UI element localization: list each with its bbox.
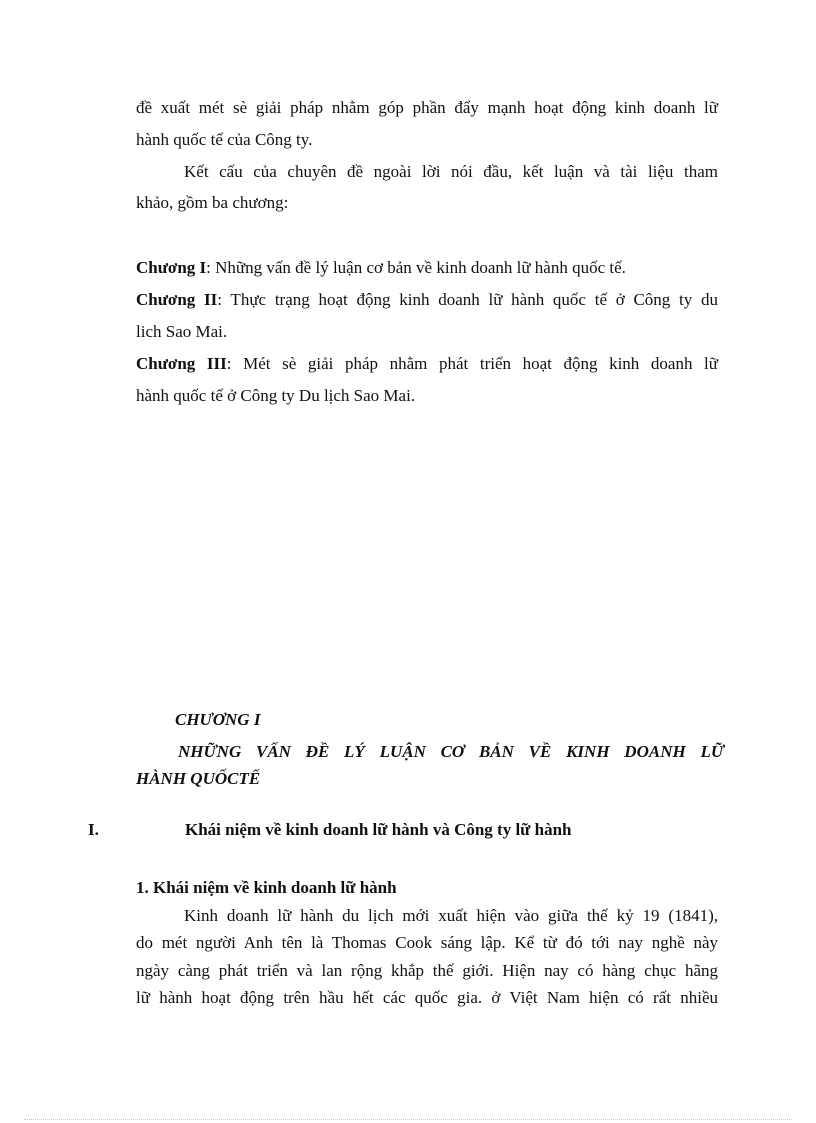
chapter-list-item-3 — [136, 353, 718, 375]
chapter-title-line2: HÀNH QUỐCTẾ — [136, 769, 261, 788]
chapter-list-item-2-cont: lich Sao Mai. — [136, 322, 228, 341]
chapter-label: Chương I — [136, 258, 207, 277]
body-line-1: Kinh doanh lữ hành du lịch mới xuất hiện vào giữa thế kỷ 19 (1841), — [184, 906, 718, 925]
body-line-4: lữ hành hoạt động trên hầu hết các quốc gia. ở Việt Nam hiện có rất nhiều — [136, 988, 718, 1007]
intro-p2-line2: khảo, gồm ba chương: — [136, 193, 289, 212]
chapter-number: CHƯƠNG I — [175, 710, 261, 729]
subsection-title: 1. Khái niệm về kinh doanh lữ hành — [136, 878, 397, 897]
intro-p1-line1: đề xuất mét sè giải pháp nhằm góp phần đẩy mạnh hoạt động kinh doanh lữ — [136, 98, 718, 117]
chapter-title-line1: NHỮNG VẤN ĐỀ LÝ LUẬN CƠ BẢN VỀ KINH DOANH LỮ — [178, 742, 724, 761]
chapter-list-item-1 — [136, 257, 626, 279]
chapter-list-item-3-cont: hành quốc tế ở Công ty Du lịch Sao Mai. — [136, 386, 416, 405]
section-title: Khái niệm về kinh doanh lữ hành và Công ty lữ hành — [185, 820, 572, 839]
body-line-3: ngày càng phát triển và lan rộng khắp thế giới. Hiện nay có hàng chục hãng — [136, 961, 718, 980]
intro-p2-line1: Kết cấu của chuyên đề ngoài lời nói đầu, kết luận và tài liệu tham — [184, 162, 718, 181]
chapter-list-item-2 — [136, 289, 718, 311]
chapter-text: : Những vấn đề lý luận cơ bản về kinh doanh lữ hành quốc tế. — [206, 258, 626, 277]
section-numeral: I. — [88, 820, 99, 839]
intro-p1-line2: hành quốc tế của Công ty. — [136, 130, 313, 149]
chapter-text: : Thực trạng hoạt động kinh doanh lữ hành quốc tế ở Công ty du — [217, 290, 718, 309]
chapter-text: : Mét sè giải pháp nhằm phát triển hoạt động kinh doanh lữ — [226, 354, 718, 373]
chapter-label: Chương II — [136, 290, 218, 309]
chapter-label: Chương III — [136, 354, 227, 373]
body-line-2: do mét người Anh tên là Thomas Cook sáng lập. Kể từ đó tới nay nghề này — [136, 933, 718, 952]
page-bottom-rule — [24, 1119, 792, 1120]
